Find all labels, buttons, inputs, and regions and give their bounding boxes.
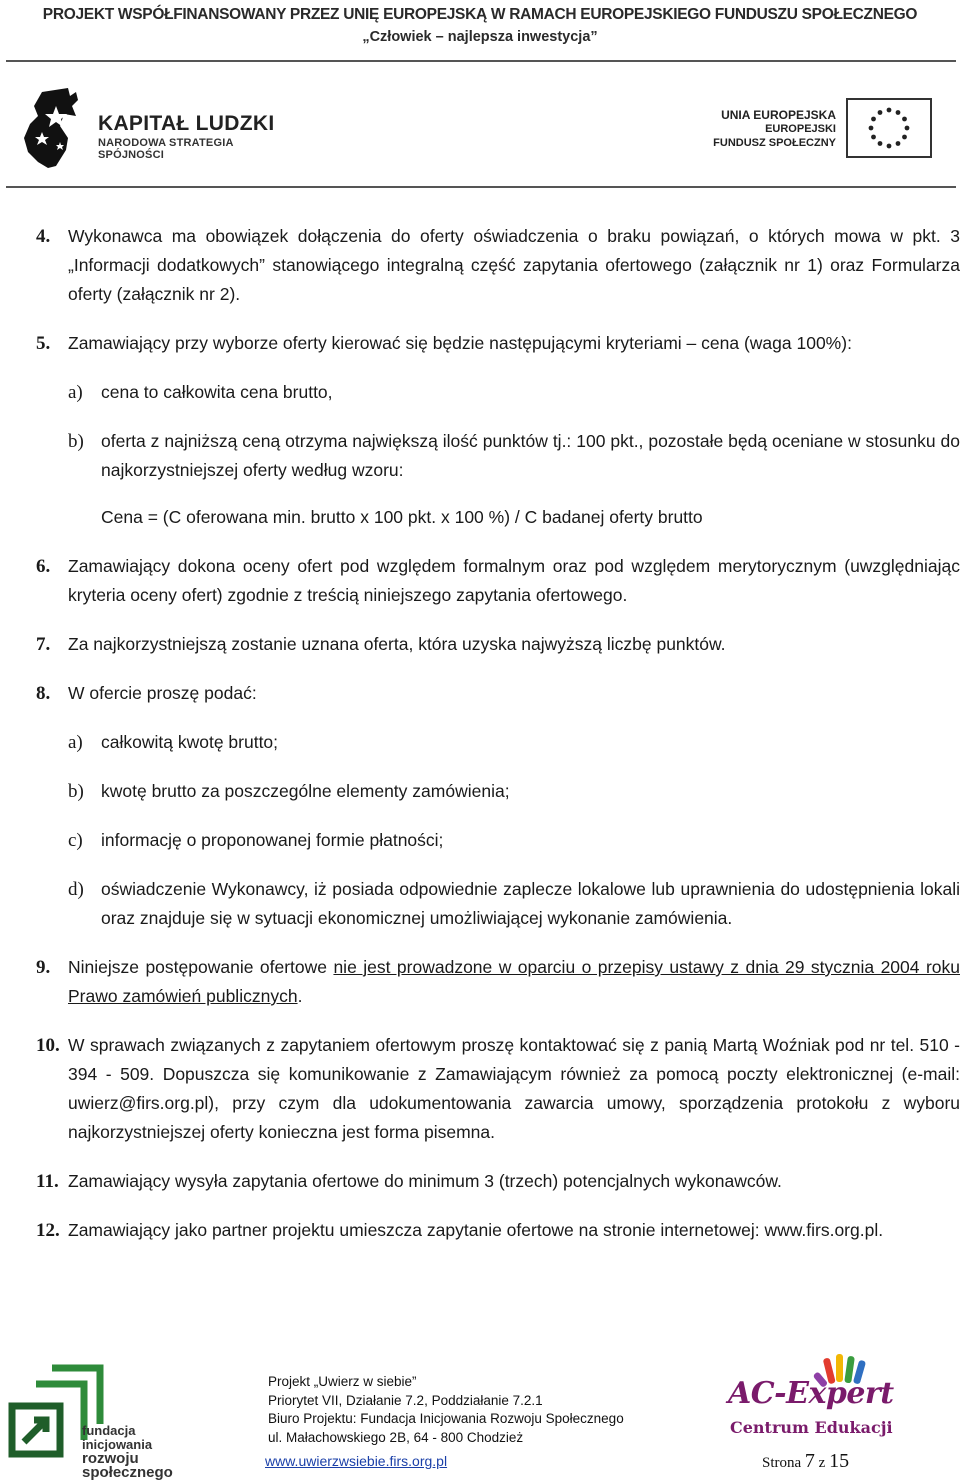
banner-line-2: „Człowiek – najlepsza inwestycja” xyxy=(362,29,598,45)
sub-text: cena to całkowita cena brutto, xyxy=(101,382,333,402)
project-info xyxy=(268,1373,624,1447)
item-number: 11. xyxy=(36,1171,59,1192)
item-text: Zamawiający przy wyborze oferty kierować się będzie następującymi kryteriami – cena (waga 100%): xyxy=(68,333,852,353)
item-11 xyxy=(36,1167,960,1196)
sub-letter: d) xyxy=(68,879,84,900)
info-line-4: ul. Małachowskiego 2B, 64 - 800 Chodzież xyxy=(268,1429,524,1445)
sub-text: całkowitą kwotę brutto; xyxy=(101,732,279,752)
banner-line-1: PROJEKT WSPÓŁFINANSOWANY PRZEZ UNIĘ EUROPEJSKĄ W RAMACH EUROPEJSKIEGO FUNDUSZU SPOŁECZNEGO xyxy=(42,6,918,23)
eu-wordmark xyxy=(713,108,836,150)
item-text: W sprawach związanych z zapytaniem ofertowym proszę kontaktować się z panią Martą Woźniak pod nr tel. 510 - 394 - 509. Dopuszcza się komunikowanie z Zamawiającym również za pomocą poczty elektronicznej (e-mail: uwierz@firs.org.pl), przy czym dla udokumentowania zawarcia umowy, sporządzenia protokołu z wyboru najkorzystniejszej oferty konieczna jest forma pisemna. xyxy=(68,1035,960,1142)
item-number: 9. xyxy=(36,957,51,978)
sub-letter: b) xyxy=(68,431,84,452)
sub-letter: c) xyxy=(68,830,83,851)
sub-text: oświadczenie Wykonawcy, iż posiada odpowiednie zaplecze lokalowe lub uprawnienia do udostępnienia lokali oraz znajduje się w sytuacji ekonomicznej umożliwiającej wykonanie zamówienia. xyxy=(101,879,960,928)
project-banner xyxy=(0,6,960,45)
scoring-formula: Cena = (C oferowana min. brutto x 100 pkt. x 100 %) / C badanej oferty brutto xyxy=(101,507,703,527)
item-8-d xyxy=(36,875,960,933)
eu-line-1: UNIA EUROPEJSKA xyxy=(721,108,836,122)
page-current: 7 xyxy=(804,1450,815,1472)
sub-letter: b) xyxy=(68,781,84,802)
kapital-ludzki-logo xyxy=(20,86,295,170)
kapital-ludzki-emblem-icon xyxy=(20,86,90,170)
item-number: 5. xyxy=(36,333,51,354)
kapital-ludzki-wordmark xyxy=(98,112,295,161)
fundacja-wordmark xyxy=(82,1424,208,1480)
eu-flag-icon xyxy=(846,98,932,158)
fundacja-line-1: fundacja inicjowania xyxy=(82,1423,153,1452)
eu-line-3: FUNDUSZ SPOŁECZNY xyxy=(713,137,836,149)
eu-line-2: EUROPEJSKI xyxy=(765,123,836,135)
sub-text: kwotę brutto za poszczególne elementy zamówienia; xyxy=(101,781,510,801)
item-4 xyxy=(36,222,960,309)
item-12 xyxy=(36,1216,960,1245)
item-text: Zamawiający dokona oceny ofert pod względem formalnym oraz pod względem merytorycznym (uwzględniając kryteria oceny ofert) zgodnie z treścią niniejszego zapytania ofertowego. xyxy=(68,556,960,605)
page-prefix: Strona xyxy=(762,1455,805,1471)
item-5-a xyxy=(36,378,960,407)
header-divider-top xyxy=(6,60,956,62)
fundacja-line-2: rozwoju społecznego xyxy=(82,1450,173,1481)
item-10 xyxy=(36,1031,960,1147)
ac-expert-logo xyxy=(722,1352,897,1440)
item-text-plain: Niniejsze postępowanie ofertowe xyxy=(68,957,334,977)
item-text: Wykonawca ma obowiązek dołączenia do oferty oświadczenia o braku powiązań, o których mowa w pkt. 3 „Informacji dodatkowych” stanowiącego integralną część zapytania ofertowego (załącznik nr 1) oraz Formularza oferty (załącznik nr 2). xyxy=(68,226,960,304)
item-text: Za najkorzystniejszą zostanie uznana oferta, która uzyska najwyższą liczbę punktów. xyxy=(68,634,726,654)
item-8-c xyxy=(36,826,960,855)
item-text-underlined: nie jest prowadzone w oparciu o przepisy ustawy z dnia 29 stycznia 2004 roku Prawo zamówień publicznych xyxy=(68,957,960,1006)
info-line-2: Priorytet VII, Działanie 7.2, Poddziałanie 7.2.1 xyxy=(268,1392,543,1408)
item-8-a xyxy=(36,728,960,757)
item-text: Zamawiający jako partner projektu umieszcza zapytanie ofertowe na stronie internetowej: www.firs.org.pl. xyxy=(68,1220,884,1240)
sub-text: oferta z najniższą ceną otrzyma największą ilość punktów tj.: 100 pkt., pozostałe będą oceniane w stosunku do najkorzystniejszej oferty według wzoru: xyxy=(101,431,960,480)
item-number: 10. xyxy=(36,1035,60,1056)
ac-expert-subtitle: Centrum Edukacji xyxy=(730,1418,893,1437)
page-sep: z xyxy=(814,1455,830,1471)
item-6 xyxy=(36,552,960,610)
kl-title: KAPITAŁ LUDZKI xyxy=(98,112,275,135)
item-7 xyxy=(36,630,960,659)
item-8 xyxy=(36,679,960,708)
sub-letter: a) xyxy=(68,382,83,403)
fundacja-logo xyxy=(8,1362,208,1481)
item-number: 8. xyxy=(36,683,51,704)
item-5-b xyxy=(36,427,960,485)
item-5 xyxy=(36,329,960,358)
info-line-1: Projekt „Uwierz w siebie” xyxy=(268,1374,417,1389)
item-text-end: . xyxy=(297,986,303,1006)
eu-efs-logo xyxy=(712,98,932,160)
info-line-3: Biuro Projektu: Fundacja Inicjowania Rozwoju Społecznego xyxy=(268,1411,624,1426)
item-number: 7. xyxy=(36,634,51,655)
item-8-b xyxy=(36,777,960,806)
page-number xyxy=(762,1450,849,1473)
kl-subtitle: NARODOWA STRATEGIA SPÓJNOŚCI xyxy=(98,137,234,161)
project-website-link[interactable]: www.uwierzwsiebie.firs.org.pl xyxy=(265,1453,448,1469)
sub-letter: a) xyxy=(68,732,83,753)
item-number: 12. xyxy=(36,1220,60,1241)
header-divider-bottom xyxy=(6,186,956,188)
item-text: W ofercie proszę podać: xyxy=(68,683,257,703)
document-body xyxy=(36,222,960,1265)
item-9 xyxy=(36,953,960,1011)
item-number: 4. xyxy=(36,226,51,247)
ac-expert-wordmark: AC-Expert xyxy=(728,1376,894,1411)
item-text: Zamawiający wysyła zapytania ofertowe do minimum 3 (trzech) potencjalnych wykonawców. xyxy=(68,1171,782,1191)
item-number: 6. xyxy=(36,556,51,577)
sub-text: informację o proponowanej formie płatności; xyxy=(101,830,444,850)
page-total: 15 xyxy=(829,1450,850,1472)
